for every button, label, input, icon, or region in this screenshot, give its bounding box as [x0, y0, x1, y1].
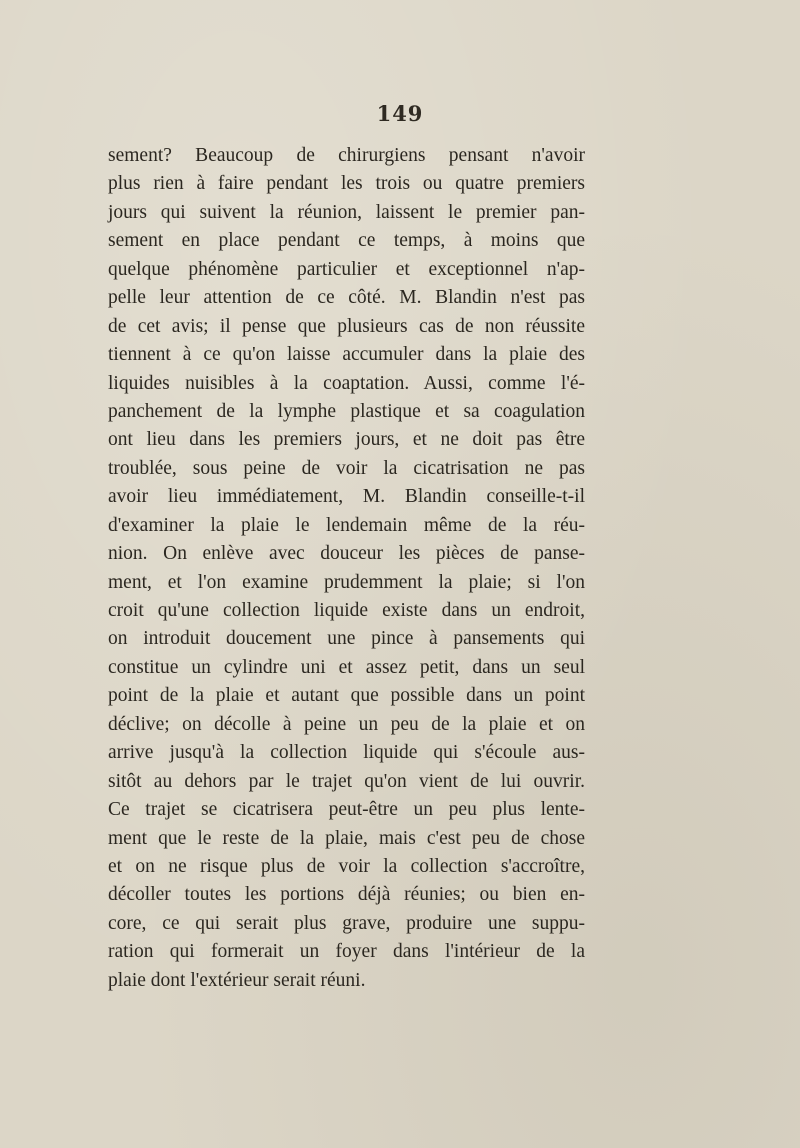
text-line: ment que le reste de la plaie, mais c'est peu de chose — [108, 827, 585, 849]
text-line: troublée, sous peine de voir la cicatrisation ne pas — [108, 457, 585, 479]
text-line: d'examiner la plaie le lendemain même de la réu- — [108, 514, 585, 536]
text-line: ont lieu dans les premiers jours, et ne doit pas être — [108, 429, 585, 451]
text-line: pelle leur attention de ce côté. M. Blandin n'est pas — [108, 287, 585, 309]
text-line: ment, et l'on examine prudemment la plaie; si l'on — [108, 571, 585, 593]
text-line: plus rien à faire pendant les trois ou quatre premiers — [108, 173, 585, 195]
text-line: Ce trajet se cicatrisera peut-être un peu plus lente- — [108, 799, 585, 821]
text-line: sitôt au dehors par le trajet qu'on vient de lui ouvrir. — [108, 770, 585, 792]
text-line: de cet avis; il pense que plusieurs cas de non réussite — [108, 315, 585, 337]
text-line: déclive; on décolle à peine un peu de la plaie et on — [108, 713, 585, 735]
text-line: on introduit doucement une pince à pansements qui — [108, 628, 585, 650]
text-line: point de la plaie et autant que possible dans un point — [108, 685, 585, 707]
text-line: liquides nuisibles à la coaptation. Aussi, comme l'é- — [108, 372, 585, 394]
text-line: constitue un cylindre uni et assez petit, dans un seul — [108, 656, 585, 678]
text-line: panchement de la lymphe plastique et sa coagulation — [108, 400, 585, 422]
text-line: plaie dont l'extérieur serait réuni. — [108, 969, 366, 991]
text-line: arrive jusqu'à la collection liquide qui s'écoule aus- — [108, 742, 585, 764]
text-line: core, ce qui serait plus grave, produire une suppu- — [108, 912, 585, 934]
text-line: décoller toutes les portions déjà réunies; ou bien en- — [108, 884, 585, 906]
body-text — [108, 142, 585, 995]
text-line: croit qu'une collection liquide existe dans un endroit, — [108, 600, 585, 621]
text-line: et on ne risque plus de voir la collection s'accroître, — [108, 855, 585, 877]
text-line: jours qui suivent la réunion, laissent le premier pan- — [108, 201, 585, 223]
text-line: nion. On enlève avec douceur les pièces de panse- — [108, 543, 585, 565]
text-line: sement en place pendant ce temps, à moins que — [108, 230, 585, 252]
text-line: tiennent à ce qu'on laisse accumuler dans la plaie des — [108, 344, 585, 366]
text-line: ration qui formerait un foyer dans l'intérieur de la — [108, 941, 585, 963]
text-line: avoir lieu immédiatement, M. Blandin conseille-t-il — [108, 486, 585, 508]
text-line: quelque phénomène particulier et exceptionnel n'ap- — [108, 258, 585, 280]
page-number: 149 — [376, 101, 424, 126]
text-line: sement? Beaucoup de chirurgiens pensant n'avoir — [108, 145, 585, 166]
